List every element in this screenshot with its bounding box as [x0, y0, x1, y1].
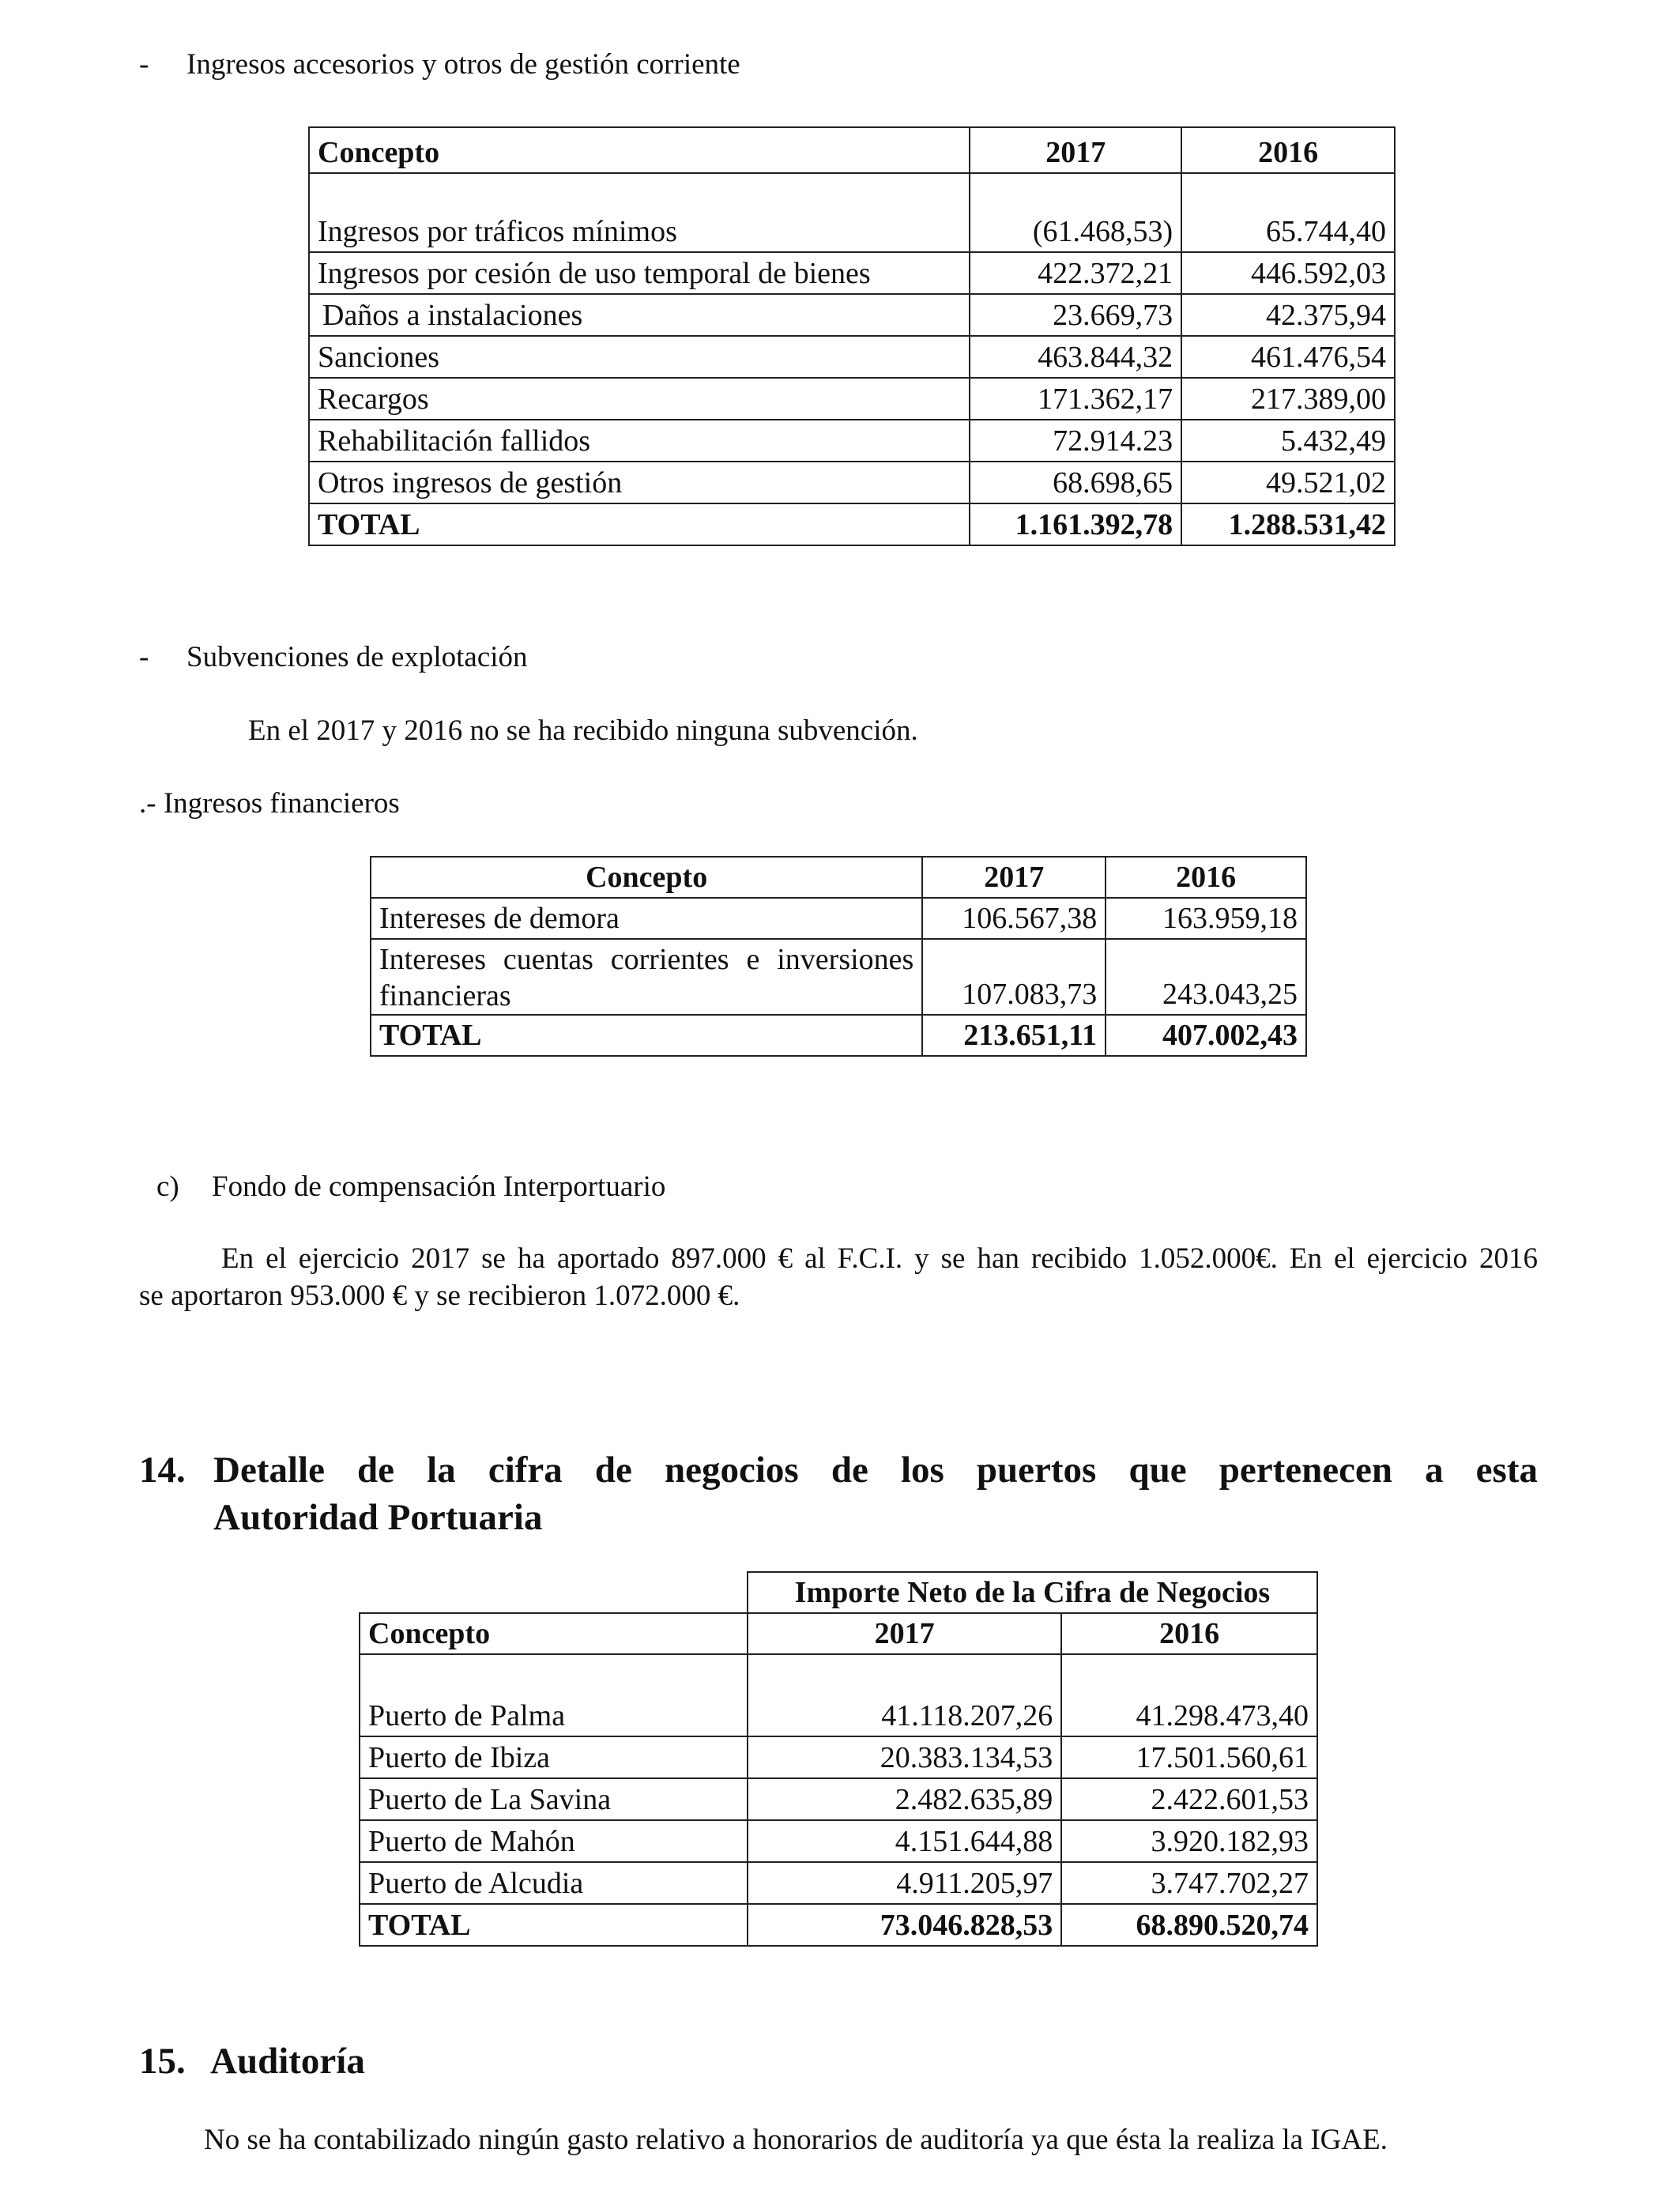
header-2016: 2016 — [1181, 127, 1395, 173]
header-concepto: Concepto — [309, 127, 970, 173]
row-label: Ingresos por tráficos mínimos — [309, 173, 970, 252]
table-total-row — [371, 1015, 1306, 1056]
row-value-2016: 163.959,18 — [1106, 898, 1306, 939]
row-label — [371, 939, 922, 1015]
row-value-2017: 41.118.207,26 — [748, 1654, 1061, 1736]
group-header: Importe Neto de la Cifra de Negocios — [748, 1572, 1317, 1613]
row-label: Puerto de Palma — [360, 1654, 748, 1736]
header-2017: 2017 — [922, 857, 1106, 898]
table-row — [309, 420, 1395, 462]
table-row — [309, 252, 1395, 294]
row-value-2017: 107.083,73 — [922, 939, 1106, 1015]
row-label: Puerto de La Savina — [360, 1778, 748, 1820]
table-row — [360, 1736, 1317, 1778]
table-row — [360, 1862, 1317, 1904]
row-label-line2: financieras — [379, 979, 511, 1012]
row-value-2016: 461.476,54 — [1181, 336, 1395, 378]
table-ingresos-financieros — [370, 856, 1307, 1057]
row-value-2017: 106.567,38 — [922, 898, 1106, 939]
row-label: Recargos — [309, 378, 970, 420]
blank-cell — [360, 1572, 748, 1613]
row-value-2016: 49.521,02 — [1181, 462, 1395, 503]
section-14-title-line1: Detalle de la cifra de negocios de los puertos que pertenecen a esta — [213, 1449, 1538, 1491]
section-14-number: 14. — [139, 1449, 186, 1491]
table-row — [360, 1820, 1317, 1862]
row-value-2016: 217.389,00 — [1181, 378, 1395, 420]
row-value-2016: 5.432,49 — [1181, 420, 1395, 462]
section-heading-fondo: Fondo de compensación Interportuario — [212, 1171, 666, 1203]
table-row — [309, 294, 1395, 336]
row-value-2017: 4.911.205,97 — [748, 1862, 1061, 1904]
section-heading-ingresos-accesorios: Ingresos accesorios y otros de gestión corriente — [186, 48, 740, 81]
row-value-2016: 243.043,25 — [1106, 939, 1306, 1015]
row-label: Daños a instalaciones — [309, 294, 970, 336]
table-ingresos-accesorios — [308, 126, 1396, 546]
table-row — [371, 898, 1306, 939]
table-header-row — [309, 127, 1395, 173]
row-value-2016: 3.920.182,93 — [1061, 1820, 1317, 1862]
section-heading-subvenciones: Subvenciones de explotación — [186, 641, 528, 673]
row-value-2016: 446.592,03 — [1181, 252, 1395, 294]
header-2016: 2016 — [1106, 857, 1306, 898]
row-value-2017: 20.383.134,53 — [748, 1736, 1061, 1778]
row-value-2017: 422.372,21 — [970, 252, 1181, 294]
row-value-2017: 4.151.644,88 — [748, 1820, 1061, 1862]
header-2016: 2016 — [1061, 1613, 1317, 1654]
row-label: Puerto de Mahón — [360, 1820, 748, 1862]
section-marker-c: c) — [156, 1171, 179, 1203]
table-row — [360, 1654, 1317, 1736]
total-2016: 407.002,43 — [1106, 1015, 1306, 1056]
table-total-row — [360, 1904, 1317, 1946]
section-14-title-line2: Autoridad Portuaria — [213, 1497, 543, 1538]
total-label: TOTAL — [371, 1015, 922, 1056]
row-value-2017: 171.362,17 — [970, 378, 1181, 420]
section-15-number: 15. — [139, 2041, 186, 2082]
row-label: Rehabilitación fallidos — [309, 420, 970, 462]
total-2017: 213.651,11 — [922, 1015, 1106, 1056]
row-value-2016: 17.501.560,61 — [1061, 1736, 1317, 1778]
row-value-2016: 42.375,94 — [1181, 294, 1395, 336]
row-label: Sanciones — [309, 336, 970, 378]
row-value-2017: (61.468,53) — [970, 173, 1181, 252]
total-2017: 73.046.828,53 — [748, 1904, 1061, 1946]
table-row — [309, 378, 1395, 420]
header-concepto: Concepto — [360, 1613, 748, 1654]
table-row — [309, 462, 1395, 503]
fondo-text-line1: En el ejercicio 2017 se ha aportado 897.000 € al F.C.I. y se han recibido 1.052.000€. En el ejercicio 2016 — [221, 1242, 1538, 1275]
total-2016: 68.890.520,74 — [1061, 1904, 1317, 1946]
section-15-title: Auditoría — [210, 2041, 365, 2082]
fondo-text-line2: se aportaron 953.000 € y se recibieron 1.072.000 €. — [139, 1280, 740, 1312]
section-heading-ingresos-financieros: .- Ingresos financieros — [139, 787, 400, 820]
table-row — [360, 1778, 1317, 1820]
row-label: Ingresos por cesión de uso temporal de bienes — [309, 252, 970, 294]
row-label-line1: Intereses cuentas corrientes e inversiones — [379, 943, 914, 976]
header-concepto: Concepto — [371, 857, 922, 898]
row-label: Puerto de Ibiza — [360, 1736, 748, 1778]
auditoria-text: No se ha contabilizado ningún gasto relativo a honorarios de auditoría ya que ésta la realiza la IGAE. — [204, 2124, 1388, 2156]
row-value-2017: 23.669,73 — [970, 294, 1181, 336]
table-row — [309, 173, 1395, 252]
total-2016: 1.288.531,42 — [1181, 503, 1395, 545]
table-header-row — [360, 1613, 1317, 1654]
total-label: TOTAL — [360, 1904, 748, 1946]
row-label: Puerto de Alcudia — [360, 1862, 748, 1904]
header-2017: 2017 — [970, 127, 1181, 173]
table-row — [371, 939, 1306, 1015]
row-value-2017: 463.844,32 — [970, 336, 1181, 378]
row-label: Otros ingresos de gestión — [309, 462, 970, 503]
table-header-row — [371, 857, 1306, 898]
bullet-dash: - — [139, 641, 149, 673]
table-group-header-row — [360, 1572, 1317, 1613]
row-value-2017: 2.482.635,89 — [748, 1778, 1061, 1820]
row-label: Intereses de demora — [371, 898, 922, 939]
table-row — [309, 336, 1395, 378]
table-total-row — [309, 503, 1395, 545]
row-value-2016: 65.744,40 — [1181, 173, 1395, 252]
subvenciones-text: En el 2017 y 2016 no se ha recibido ninguna subvención. — [248, 714, 918, 747]
row-value-2016: 2.422.601,53 — [1061, 1778, 1317, 1820]
row-value-2017: 72.914.23 — [970, 420, 1181, 462]
total-label: TOTAL — [309, 503, 970, 545]
row-value-2016: 3.747.702,27 — [1061, 1862, 1317, 1904]
table-cifra-negocios — [359, 1571, 1318, 1947]
total-2017: 1.161.392,78 — [970, 503, 1181, 545]
row-value-2016: 41.298.473,40 — [1061, 1654, 1317, 1736]
header-2017: 2017 — [748, 1613, 1061, 1654]
bullet-dash: - — [139, 48, 149, 81]
row-value-2017: 68.698,65 — [970, 462, 1181, 503]
